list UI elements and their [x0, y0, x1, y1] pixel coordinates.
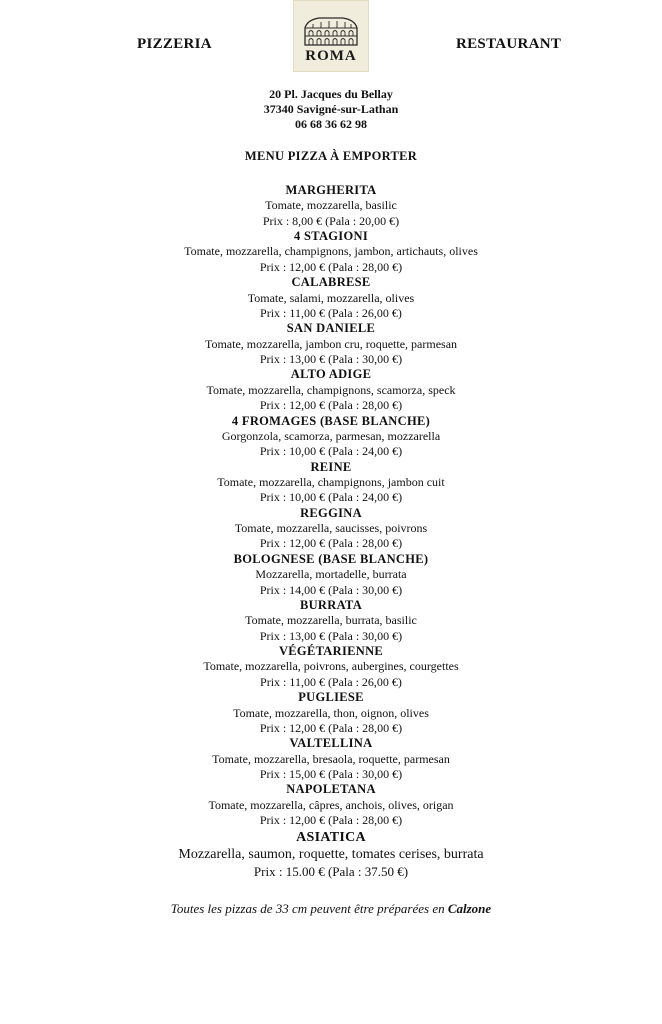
pizza-ingredients: Tomate, mozzarella, thon, oignon, olives: [233, 705, 429, 720]
pizza-name: SAN DANIELE: [286, 321, 376, 336]
pizza-price: Prix : 15,00 € (Pala : 30,00 €): [259, 767, 403, 782]
pizza-item: [0, 321, 662, 367]
pizza-price: Prix : 11,00 € (Pala : 26,00 €): [260, 674, 402, 689]
pizza-ingredients: Tomate, mozzarella, champignons, jambon, artichauts, olives: [184, 244, 478, 259]
pizza-name: BOLOGNESE (BASE BLANCHE): [233, 551, 429, 566]
pizza-price: Prix : 12,00 € (Pala : 28,00 €): [259, 398, 403, 413]
pizza-name: CALABRESE: [291, 275, 371, 290]
calzone-note-text: Toutes les pizzas de 33 cm peuvent être préparées en: [170, 901, 445, 916]
address-block: [0, 87, 662, 132]
pizza-item: [0, 782, 662, 828]
logo-text: ROMA: [305, 48, 357, 64]
pizza-name: ASIATICA: [296, 829, 366, 845]
pizza-name: MARGHERITA: [285, 183, 377, 197]
pizza-item: [0, 736, 662, 782]
pizza-name: 4 FROMAGES (BASE BLANCHE): [231, 413, 431, 428]
pizza-price: Prix : 12,00 € (Pala : 28,00 €): [259, 259, 403, 274]
pizzeria-title: PIZZERIA: [137, 36, 212, 52]
pizza-price: Prix : 8,00 € (Pala : 20,00 €): [262, 213, 400, 228]
pizza-ingredients: Tomate, mozzarella, saucisses, poivrons: [234, 521, 428, 536]
pizza-ingredients: Tomate, mozzarella, jambon cru, roquette, parmesan: [204, 336, 458, 351]
pizza-ingredients: Mozzarella, mortadelle, burrata: [255, 567, 407, 582]
pizza-ingredients: Tomate, salami, mozzarella, olives: [247, 290, 415, 305]
street-address: 20 Pl. Jacques du Bellay: [269, 87, 393, 101]
colosseum-icon: [303, 16, 359, 46]
pizza-name: BURRATA: [299, 597, 363, 612]
pizza-name: REINE: [310, 459, 352, 474]
pizza-item: [0, 229, 662, 275]
pizza-item: [0, 598, 662, 644]
pizza-ingredients: Tomate, mozzarella, champignons, scamorza, speck: [206, 382, 456, 397]
menu-title: MENU PIZZA À EMPORTER: [244, 149, 418, 163]
pizza-name: REGGINA: [300, 505, 362, 520]
pizza-ingredients: Tomate, mozzarella, champignons, jambon cuit: [217, 474, 445, 489]
pizza-price: Prix : 10,00 € (Pala : 24,00 €): [259, 490, 403, 505]
pizza-price: Prix : 12,00 € (Pala : 28,00 €): [259, 813, 403, 828]
pizza-ingredients: Tomate, mozzarella, burrata, basilic: [245, 613, 417, 628]
city-address: 37340 Savigné-sur-Lathan: [263, 102, 399, 116]
pizza-ingredients: Tomate, mozzarella, bresaola, roquette, parmesan: [212, 751, 450, 766]
pizza-name: ALTO ADIGE: [290, 367, 372, 382]
calzone-note: [0, 901, 662, 917]
pizza-item: [0, 414, 662, 460]
pizza-item: [0, 275, 662, 321]
pizza-ingredients: Gorgonzola, scamorza, parmesan, mozzarella: [221, 428, 441, 443]
pizza-price: Prix : 11,00 € (Pala : 26,00 €): [260, 305, 402, 320]
pizza-price: Prix : 14,00 € (Pala : 30,00 €): [259, 582, 403, 597]
pizza-item: [0, 644, 662, 690]
pizza-name: NAPOLETANA: [286, 782, 376, 797]
pizza-price: Prix : 15.00 € (Pala : 37.50 €): [253, 863, 409, 879]
pizza-ingredients: Tomate, mozzarella, basilic: [265, 198, 397, 213]
pizza-price: Prix : 10,00 € (Pala : 24,00 €): [259, 444, 403, 459]
phone-number: 06 68 36 62 98: [295, 117, 367, 131]
restaurant-title: RESTAURANT: [456, 36, 562, 52]
pizza-item: [0, 367, 662, 413]
pizza-ingredients: Tomate, mozzarella, poivrons, aubergines, courgettes: [203, 659, 459, 674]
pizza-price: Prix : 12,00 € (Pala : 28,00 €): [259, 536, 403, 551]
pizza-price: Prix : 12,00 € (Pala : 28,00 €): [259, 720, 403, 735]
pizza-list: [0, 183, 662, 880]
pizza-ingredients: Tomate, mozzarella, câpres, anchois, olives, origan: [208, 797, 454, 812]
roma-logo: [293, 0, 369, 72]
pizza-item: [0, 506, 662, 552]
pizza-name: PUGLIESE: [298, 690, 364, 705]
pizza-item: [0, 552, 662, 598]
calzone-emphasis: Calzone: [447, 901, 492, 916]
pizza-item: [0, 183, 662, 229]
pizza-ingredients: Mozzarella, saumon, roquette, tomates cerises, burrata: [178, 846, 484, 862]
pizza-name: VALTELLINA: [289, 736, 373, 751]
pizza-price: Prix : 13,00 € (Pala : 30,00 €): [259, 352, 403, 367]
pizza-name: VÉGÉTARIENNE: [278, 644, 384, 659]
pizza-item: [0, 829, 662, 880]
pizza-item: [0, 690, 662, 736]
pizza-price: Prix : 13,00 € (Pala : 30,00 €): [259, 628, 403, 643]
pizza-name: 4 STAGIONI: [294, 229, 368, 244]
pizza-item: [0, 460, 662, 506]
